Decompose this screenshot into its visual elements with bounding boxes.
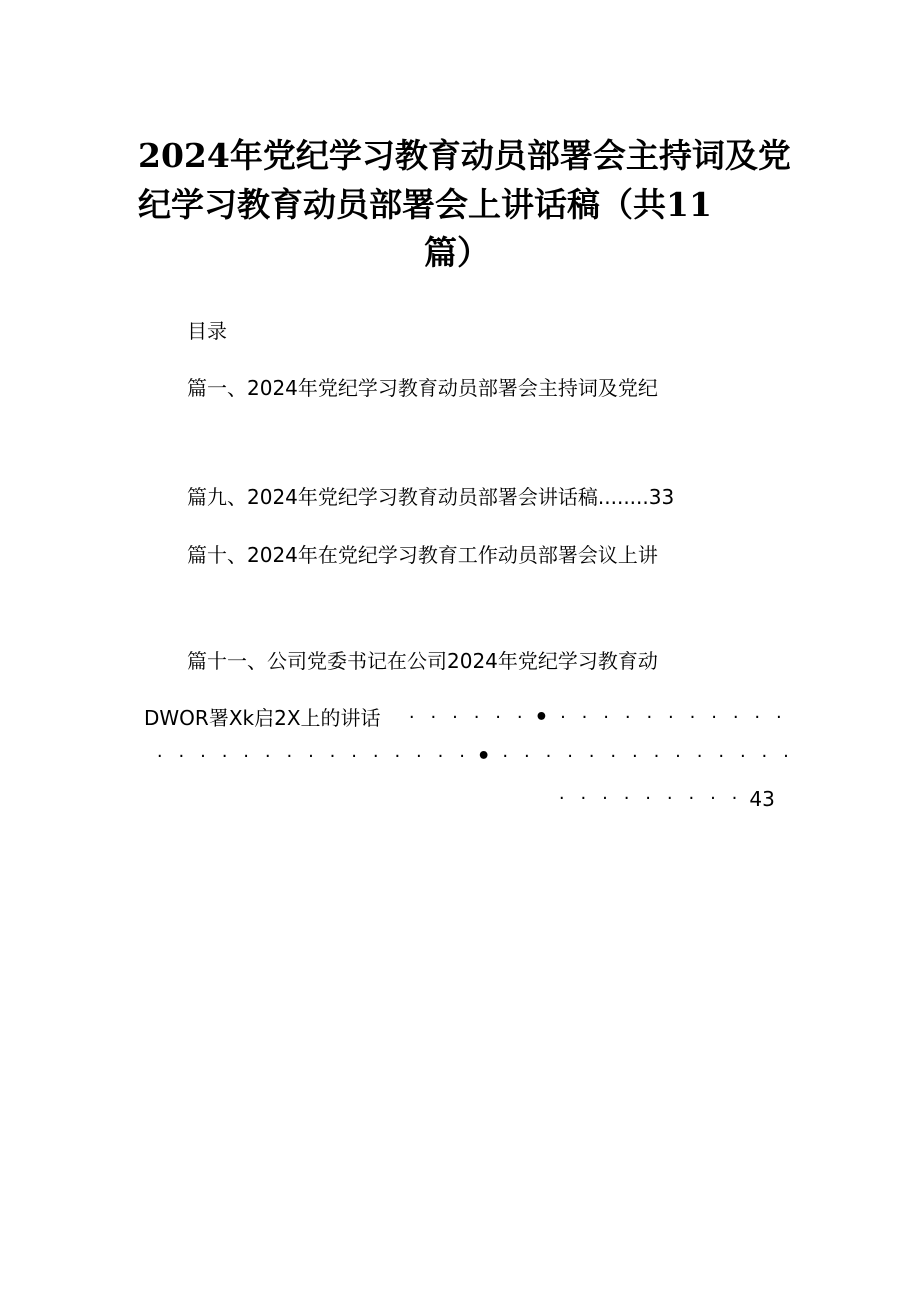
toc-leader-dots-row-1: · · · · · · • · · · · · · · · · · · [408,705,782,730]
toc-leader-dots-row-3: · · · · · · · · · 43 [558,787,775,811]
toc-item-9: 篇九、2024年党纪学习教育动员部署会讲话稿........33 [187,485,675,509]
toc-item-1: 篇一、2024年党纪学习教育动员部署会主持词及党纪 [187,376,658,400]
toc-item-11-page-number: 43 [749,787,775,811]
document-title-line-2: 纪学习教育动员部署会上讲话稿（共11 [138,185,712,224]
document-title-line-3: 篇） [424,233,490,272]
toc-leader-dots-row-2: · · · · · · · · · · · · · · · • · · · · · · · · · · · · · · [156,744,789,769]
toc-item-11-line-2: DWOR署Xk启2X上的讲话 [144,706,381,730]
toc-item-11-line-1: 篇十一、公司党委书记在公司2024年党纪学习教育动 [187,649,658,673]
toc-heading: 目录 [187,319,227,343]
toc-item-10: 篇十、2024年在党纪学习教育工作动员部署会议上讲 [187,543,658,567]
document-title-line-1: 2024年党纪学习教育动员部署会主持词及党 [138,136,791,175]
